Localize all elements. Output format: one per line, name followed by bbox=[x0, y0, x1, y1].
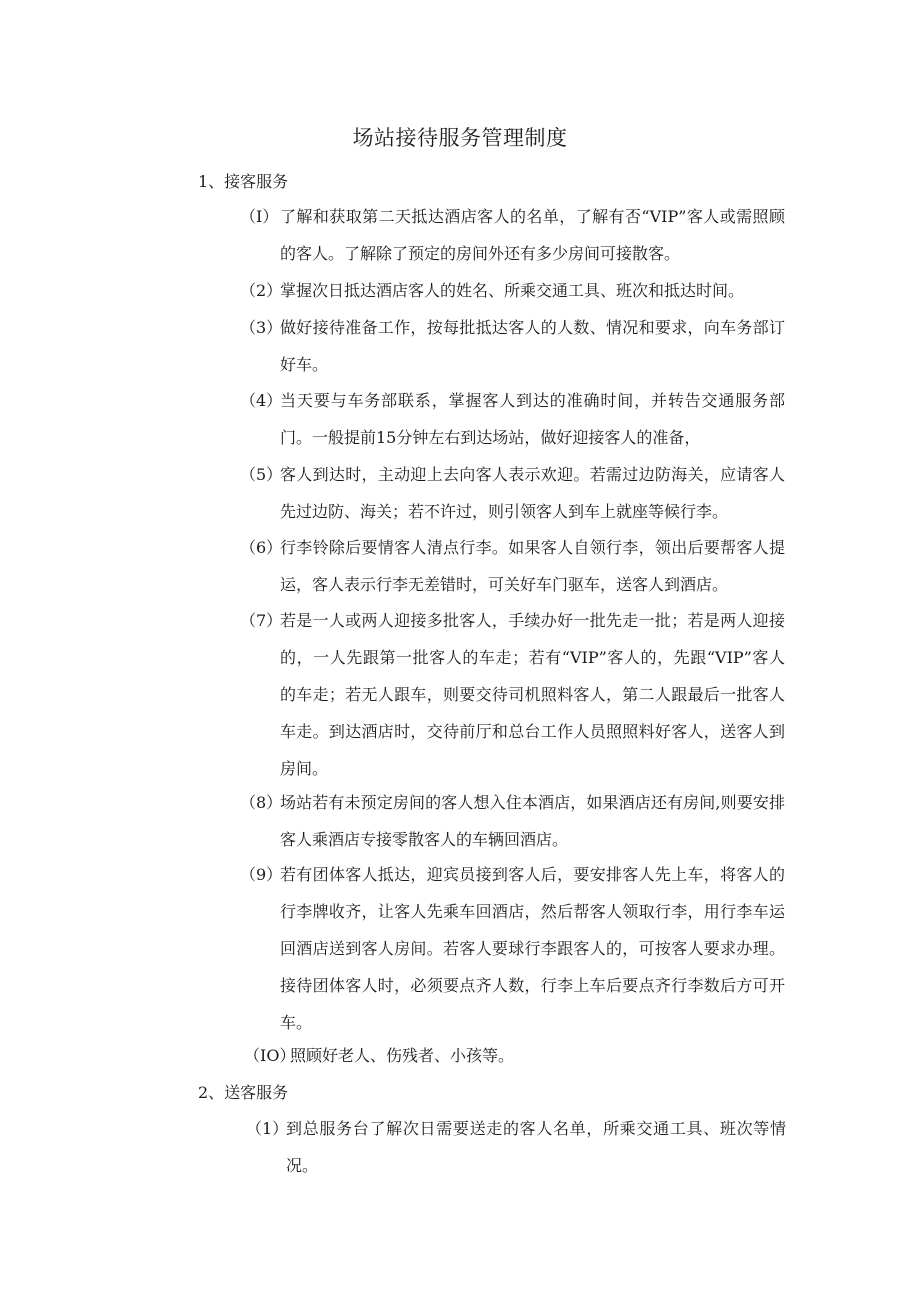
list-item bbox=[240, 856, 785, 1041]
item-number: （2） bbox=[240, 281, 283, 300]
list-item bbox=[246, 1110, 786, 1184]
item-number: （9） bbox=[240, 865, 283, 884]
list-item bbox=[240, 198, 785, 272]
item-number: （1） bbox=[246, 1119, 289, 1138]
item-text: 做好接待准备工作，按每批抵达客人的人数、情况和要求，向车务部订好车。 bbox=[280, 318, 785, 374]
list-item bbox=[240, 382, 785, 456]
list-item bbox=[240, 456, 785, 530]
item-text: 行李铃除后要情客人清点行李。如果客人自领行李，领出后要帮客人提运，客人表示行李无差错时，可关好车门驱车，送客人到酒店。 bbox=[280, 538, 785, 594]
item-number: （6） bbox=[240, 538, 283, 557]
item-text: 到总服务台了解次日需要送走的客人名单，所乘交通工具、班次等情况。 bbox=[286, 1119, 786, 1175]
item-number: （IO） bbox=[244, 1046, 296, 1065]
item-text: 掌握次日抵达酒店客人的姓名、所乘交通工具、班次和抵达时间。 bbox=[280, 281, 745, 300]
list-item bbox=[244, 1037, 784, 1074]
item-text: 当天要与车务部联系，掌握客人到达的准确时间，并转告交通服务部门。一般提前15分钟左右到达场站，做好迎接客人的准备， bbox=[280, 391, 785, 447]
list-item bbox=[240, 602, 785, 787]
item-text: 若有团体客人抵达，迎宾员接到客人后，要安排客人先上车，将客人的行李牌收齐，让客人先乘车回酒店，然后帮客人领取行李，用行李车运回酒店送到客人房间。若客人要球行李跟客人的，可按客人要求办理。接待团体客人时，必须要点齐人数，行李上车后要点齐行李数后方可开车。 bbox=[280, 865, 785, 1032]
item-number: （4） bbox=[240, 391, 283, 410]
item-number: （5） bbox=[240, 465, 283, 484]
section-heading-reception: 1、接客服务 bbox=[198, 172, 289, 191]
section-heading-departure: 2、送客服务 bbox=[198, 1083, 289, 1102]
item-number: （8） bbox=[240, 793, 283, 812]
list-item bbox=[240, 784, 785, 858]
item-text: 若是一人或两人迎接多批客人，手续办好一批先走一批；若是两人迎接的，一人先跟第一批客人的车走；若有“VIP”客人的，先跟“VIP”客人的车走；若无人跟车，则要交待司机照料客人，第二人跟最后一批客人车走。到达酒店时，交待前厅和总台工作人员照照料好客人，送客人到房间。 bbox=[280, 611, 785, 778]
list-item bbox=[240, 272, 785, 309]
item-text: 了解和获取第二天抵达酒店客人的名单，了解有否“VIP”客人或需照顾的客人。了解除了预定的房间外还有多少房间可接散客。 bbox=[280, 207, 785, 263]
item-text: 场站若有未预定房间的客人想入住本酒店，如果酒店还有房间,则要安排客人乘酒店专接零散客人的车辆回酒店。 bbox=[280, 793, 785, 849]
list-item bbox=[240, 309, 785, 383]
item-text: 客人到达时，主动迎上去向客人表示欢迎。若需过边防海关，应请客人先过边防、海关；若不许过，则引领客人到车上就座等候行李。 bbox=[280, 465, 785, 521]
item-number: （I） bbox=[240, 207, 279, 226]
item-text: 照顾好老人、伤残者、小孩等。 bbox=[290, 1046, 515, 1065]
document-title: 场站接待服务管理制度 bbox=[352, 126, 568, 150]
item-number: （7） bbox=[240, 611, 283, 630]
list-item bbox=[240, 529, 785, 603]
item-number: （3） bbox=[240, 318, 283, 337]
